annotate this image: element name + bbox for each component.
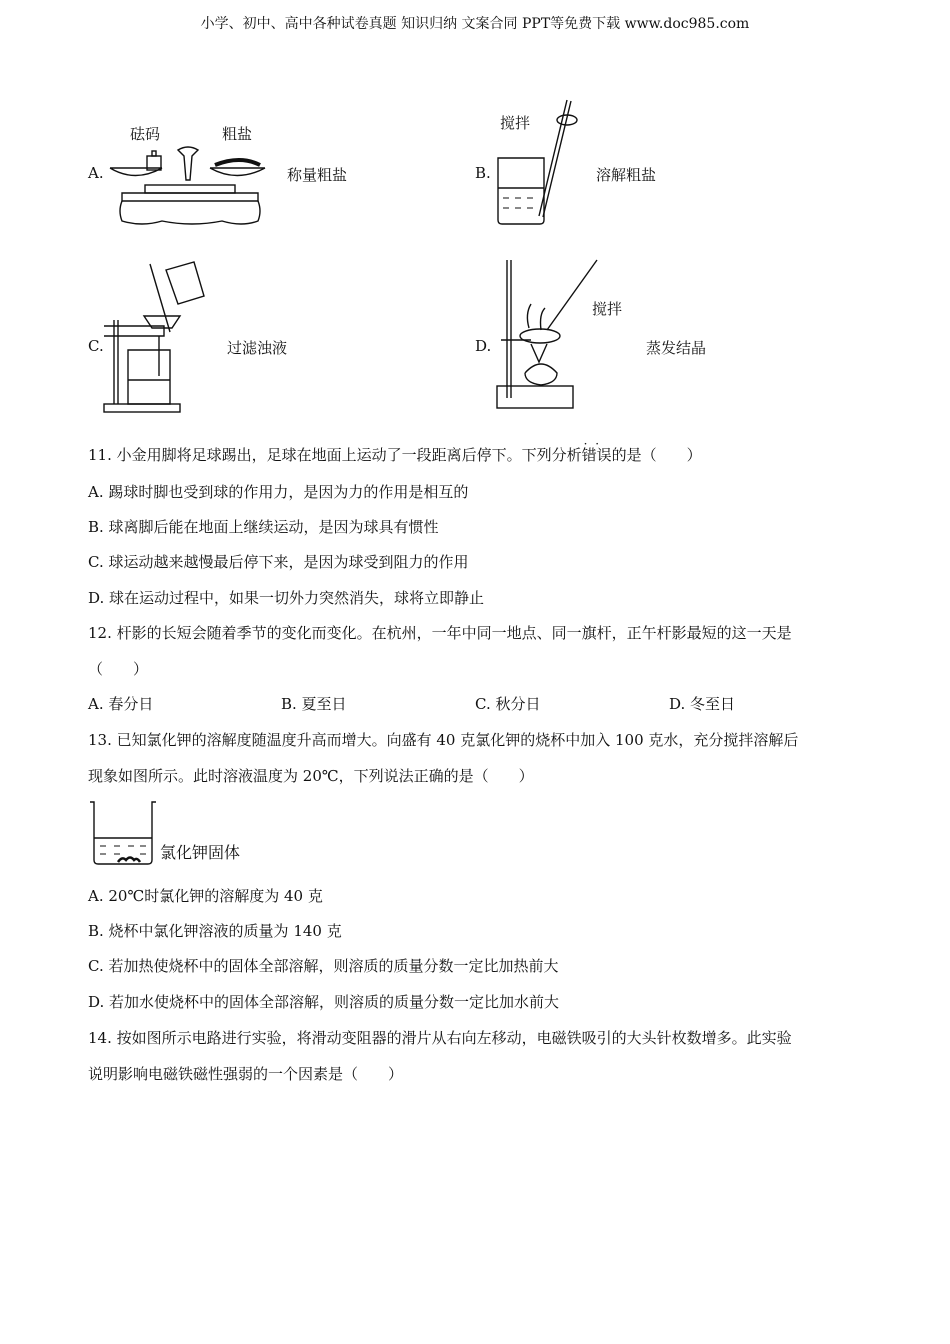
q11-option-c: C. 球运动越来越慢最后停下来，是因为球受到阻力的作用 xyxy=(88,553,469,571)
filtration-figure xyxy=(104,262,224,412)
page-header: 小学、初中、高中各种试卷真题 知识归纳 文案合同 PPT等免费下载 www.doc985.com xyxy=(200,16,750,32)
question-12-paren: （ ） xyxy=(88,660,149,678)
option-a-letter: A. xyxy=(88,164,104,182)
question-12-stem: 12. 杆影的长短会随着季节的变化而变化。在杭州，一年中同一地点、同一旗杆，正午杆影最短的这一天是 xyxy=(88,624,792,642)
option-c-caption: 过滤浊液 xyxy=(227,339,288,357)
q11-option-a: A. 踢球时脚也受到球的作用力，是因为力的作用是相互的 xyxy=(88,483,469,501)
option-b-caption: 溶解粗盐 xyxy=(596,166,657,184)
q13-option-d: D. 若加水使烧杯中的固体全部溶解，则溶质的质量分数一定比加水前大 xyxy=(88,993,560,1011)
q11-option-d: D. 球在运动过程中，如果一切外力突然消失，球将立即静止 xyxy=(88,589,485,607)
option-a-caption: 称量粗盐 xyxy=(287,166,348,184)
evaporation-figure xyxy=(495,258,605,410)
q13-option-a: A. 20℃时氯化钾的溶解度为 40 克 xyxy=(88,887,323,905)
kcl-beaker-figure xyxy=(88,800,158,866)
stir-label-b: 搅拌 xyxy=(500,114,531,132)
q12-option-a: A. 春分日 xyxy=(88,695,154,713)
q11-option-b: B. 球离脚后能在地面上继续运动，是因为球具有惯性 xyxy=(88,518,439,536)
q12-option-b: B. 夏至日 xyxy=(281,695,347,713)
option-d-letter: D. xyxy=(475,337,492,355)
q12-option-d: D. 冬至日 xyxy=(669,695,736,713)
question-13-stem-2: 现象如图所示。此时溶液温度为 20℃，下列说法正确的是（ ） xyxy=(88,767,534,785)
salt-label: 粗盐 xyxy=(222,125,253,143)
balance-figure xyxy=(110,145,270,225)
question-13-stem-1: 13. 已知氯化钾的溶解度随温度升高而增大。向盛有 40 克氯化钾的烧杯中加入 100 克水，充分搅拌溶解后 xyxy=(88,731,799,749)
kcl-solid-label: 氯化钾固体 xyxy=(160,843,241,862)
option-b-letter: B. xyxy=(475,164,491,182)
beaker-stir-figure xyxy=(495,98,575,226)
q13-option-c: C. 若加热使烧杯中的固体全部溶解，则溶质的质量分数一定比加热前大 xyxy=(88,957,559,975)
option-c-letter: C. xyxy=(88,337,104,355)
option-d-caption: 蒸发结晶 xyxy=(646,339,707,357)
emphasis-text: · · 错误 xyxy=(582,446,612,464)
q13-option-b: B. 烧杯中氯化钾溶液的质量为 140 克 xyxy=(88,922,342,940)
stir-label-d: 搅拌 xyxy=(592,300,623,318)
question-14-stem-1: 14. 按如图所示电路进行实验，将滑动变阻器的滑片从右向左移动，电磁铁吸引的大头针枚数增多。此实验 xyxy=(88,1029,792,1047)
q12-option-c: C. 秋分日 xyxy=(475,695,541,713)
question-14-stem-2: 说明影响电磁铁磁性强弱的一个因素是（ ） xyxy=(88,1065,404,1083)
question-11-stem: 11. 小金用脚将足球踢出，足球在地面上运动了一段距离后停下。下列分析· · 错误的是（ ） xyxy=(88,445,702,465)
weight-label: 砝码 xyxy=(130,125,161,143)
